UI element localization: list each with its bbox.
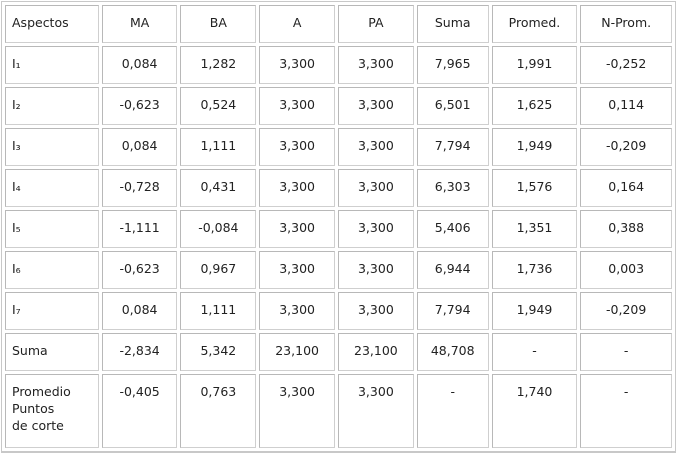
table-row (5, 251, 672, 289)
table-cell: 3,300 (259, 169, 335, 207)
table-cell: 7,794 (417, 292, 489, 330)
table-cell: -0,623 (102, 87, 178, 125)
table-cell: 3,300 (259, 46, 335, 84)
column-header: Promed. (492, 5, 578, 43)
row-label: I₆ (5, 251, 99, 289)
table-cell: 0,967 (180, 251, 256, 289)
table-cell: 5,406 (417, 210, 489, 248)
table-cell: 0,114 (580, 87, 672, 125)
table-cell: - (580, 333, 672, 371)
row-label: I₄ (5, 169, 99, 207)
table-cell: -1,111 (102, 210, 178, 248)
table-cell: 0,388 (580, 210, 672, 248)
table-cell: 0,763 (180, 374, 256, 448)
row-label: I₁ (5, 46, 99, 84)
table-cell: 0,084 (102, 46, 178, 84)
table-row (5, 169, 672, 207)
table-cell: -0,728 (102, 169, 178, 207)
table-cell: 7,794 (417, 128, 489, 166)
table-cell: 1,351 (492, 210, 578, 248)
table-cell: 7,965 (417, 46, 489, 84)
table-cell: - (580, 374, 672, 448)
table-cell: 6,944 (417, 251, 489, 289)
row-label: I₂ (5, 87, 99, 125)
table-cell: 1,625 (492, 87, 578, 125)
column-header: Aspectos (5, 5, 99, 43)
column-header: N-Prom. (580, 5, 672, 43)
table-cell: 5,342 (180, 333, 256, 371)
table-cell: 1,111 (180, 292, 256, 330)
table-cell: 3,300 (338, 210, 414, 248)
table-cell: - (417, 374, 489, 448)
table-cell: 1,740 (492, 374, 578, 448)
header-row (5, 5, 672, 43)
table-cell: -0,252 (580, 46, 672, 84)
data-table (1, 1, 676, 453)
table-cell: -0,209 (580, 128, 672, 166)
table-cell: 3,300 (338, 292, 414, 330)
table-row (5, 128, 672, 166)
table-cell: 0,084 (102, 292, 178, 330)
table-cell: 6,501 (417, 87, 489, 125)
column-header: MA (102, 5, 178, 43)
table-cell: -0,209 (580, 292, 672, 330)
table-cell: 48,708 (417, 333, 489, 371)
column-header: Suma (417, 5, 489, 43)
table-cell: - (492, 333, 578, 371)
table-cell: 3,300 (259, 374, 335, 448)
column-header: PA (338, 5, 414, 43)
table-cell: 0,084 (102, 128, 178, 166)
row-label-line: de corte (12, 418, 64, 433)
table-cell: -0,405 (102, 374, 178, 448)
table-cell: 1,991 (492, 46, 578, 84)
table-cell: 23,100 (338, 333, 414, 371)
table-cell: 0,524 (180, 87, 256, 125)
table-row (5, 333, 672, 371)
table-cell: 3,300 (259, 128, 335, 166)
column-header: BA (180, 5, 256, 43)
row-label-line: Promedio (12, 384, 71, 399)
table-cell: 3,300 (338, 46, 414, 84)
table-cell: -0,084 (180, 210, 256, 248)
table-cell: 3,300 (259, 210, 335, 248)
table-cell: 1,282 (180, 46, 256, 84)
table-cell: 1,949 (492, 128, 578, 166)
table-cell: 3,300 (338, 128, 414, 166)
table-cell: 0,003 (580, 251, 672, 289)
row-label: I₅ (5, 210, 99, 248)
table-cell: 0,164 (580, 169, 672, 207)
row-label-line: Puntos (12, 401, 55, 416)
table-cell: 3,300 (338, 374, 414, 448)
table-cell: 3,300 (259, 87, 335, 125)
row-label: I₇ (5, 292, 99, 330)
table-cell: 3,300 (338, 87, 414, 125)
column-header: A (259, 5, 335, 43)
table-cell: 23,100 (259, 333, 335, 371)
row-label (5, 374, 99, 448)
table-cell: 6,303 (417, 169, 489, 207)
table-cell: 1,736 (492, 251, 578, 289)
table-row (5, 210, 672, 248)
table-row (5, 46, 672, 84)
table-row (5, 292, 672, 330)
table-cell: -0,623 (102, 251, 178, 289)
table-cell: 3,300 (338, 169, 414, 207)
row-label: I₃ (5, 128, 99, 166)
table-row (5, 87, 672, 125)
table-cell: 3,300 (259, 251, 335, 289)
table-cell: 3,300 (259, 292, 335, 330)
table-row-promedio (5, 374, 672, 448)
table-cell: 1,111 (180, 128, 256, 166)
table-cell: 0,431 (180, 169, 256, 207)
table-cell: 3,300 (338, 251, 414, 289)
table-cell: 1,949 (492, 292, 578, 330)
row-label: Suma (5, 333, 99, 371)
table-cell: -2,834 (102, 333, 178, 371)
table-cell: 1,576 (492, 169, 578, 207)
